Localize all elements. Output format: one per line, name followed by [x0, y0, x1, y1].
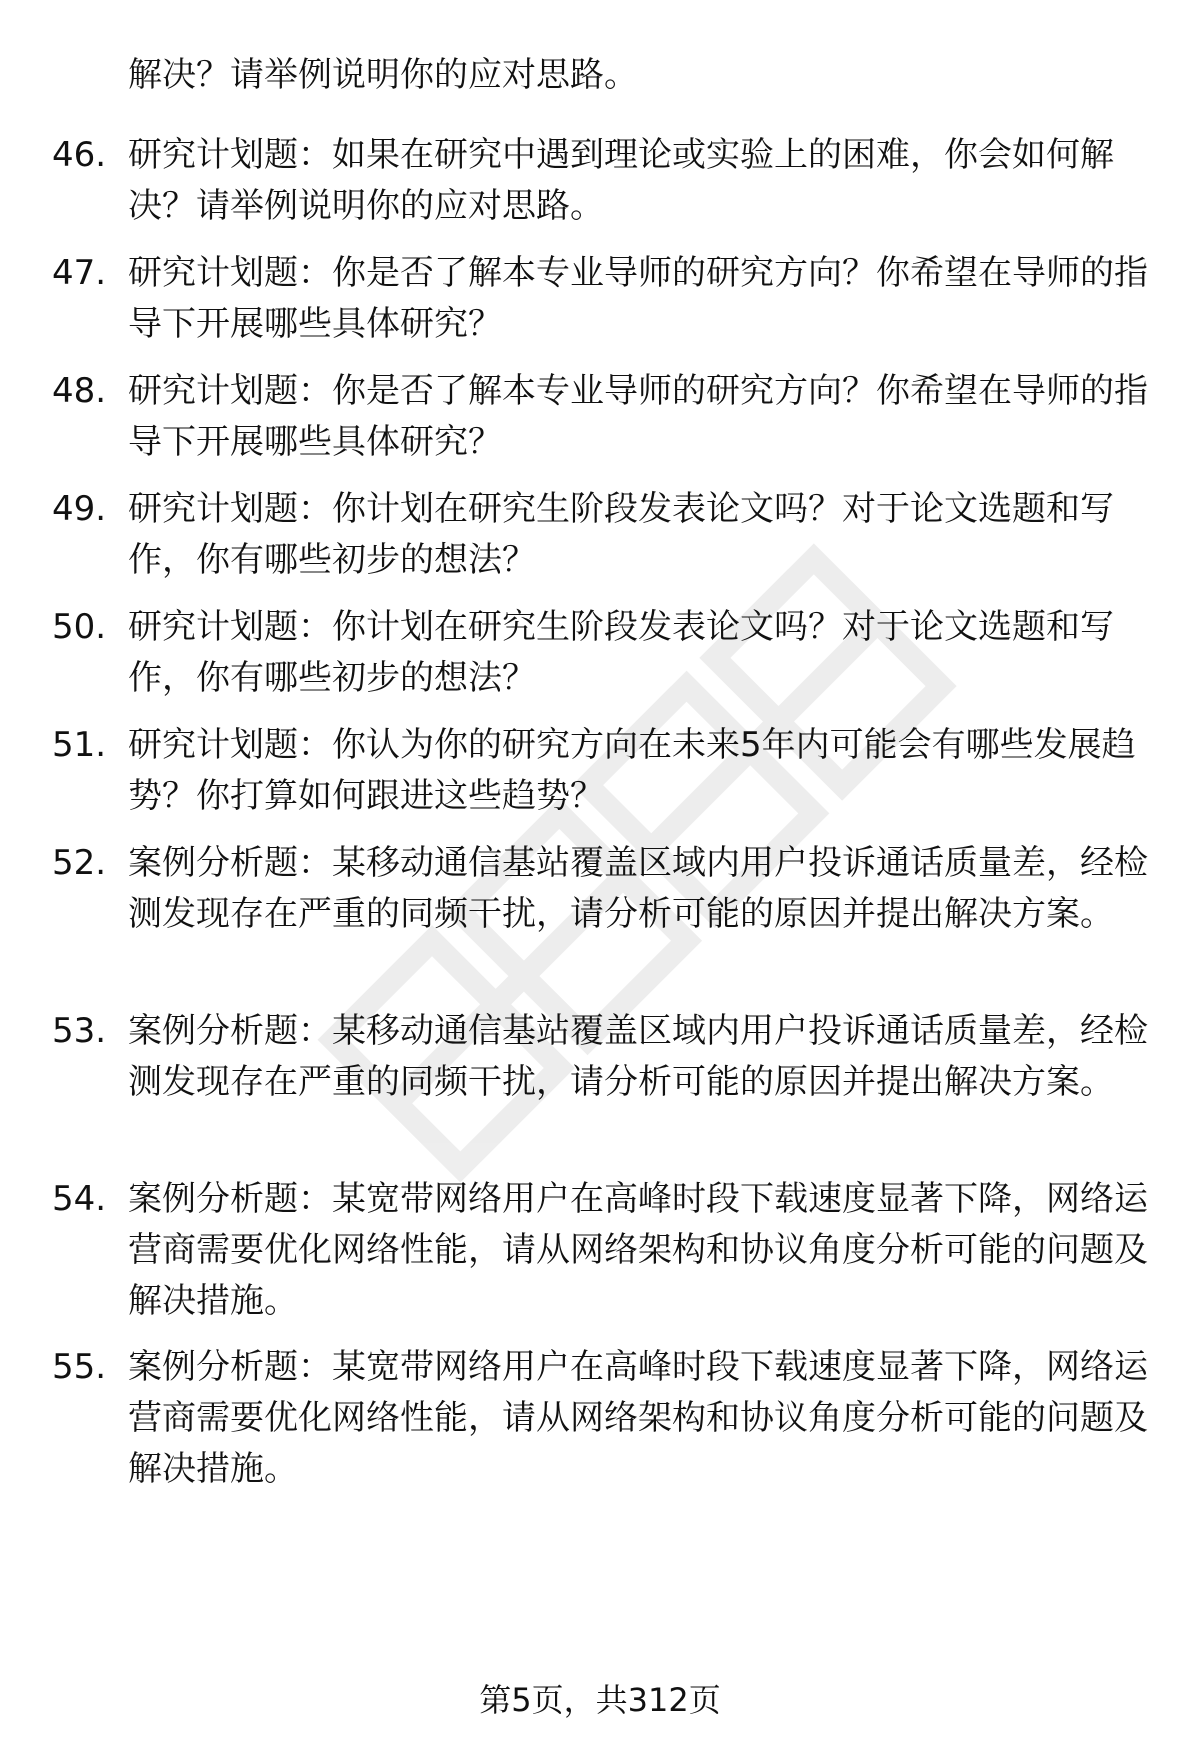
- question-number: 52.: [52, 843, 107, 883]
- question-number: 48.: [52, 371, 107, 411]
- question-text: 研究计划题：如果在研究中遇到理论或实验上的困难，你会如何解决？请举例说明你的应对思路。: [128, 135, 1114, 226]
- question-text: 案例分析题：某宽带网络用户在高峰时段下载速度显著下降，网络运营商需要优化网络性能，请从网络架构和协议角度分析可能的问题及解决措施。: [128, 1347, 1148, 1489]
- question-number: 51.: [52, 725, 107, 765]
- continuation-text: 解决？请举例说明你的应对思路。: [128, 55, 638, 95]
- question-number: 49.: [52, 489, 107, 529]
- question-number: 47.: [52, 253, 107, 293]
- question-number: 55.: [52, 1347, 107, 1387]
- question-text: 研究计划题：你是否了解本专业导师的研究方向？你希望在导师的指导下开展哪些具体研究？: [128, 371, 1148, 462]
- question-number: 50.: [52, 607, 107, 647]
- question-number: 46.: [52, 135, 107, 175]
- question-text: 研究计划题：你计划在研究生阶段发表论文吗？对于论文选题和写作，你有哪些初步的想法？: [128, 489, 1114, 580]
- question-number: 53.: [52, 1011, 107, 1051]
- question-text: 研究计划题：你计划在研究生阶段发表论文吗？对于论文选题和写作，你有哪些初步的想法？: [128, 607, 1114, 698]
- page-footer: 第5页，共312页: [479, 1681, 721, 1719]
- question-number: 54.: [52, 1179, 107, 1219]
- question-text: 案例分析题：某移动通信基站覆盖区域内用户投诉通话质量差，经检测发现存在严重的同频干扰，请分析可能的原因并提出解决方案。: [128, 843, 1148, 934]
- question-text: 研究计划题：你认为你的研究方向在未来5年内可能会有哪些发展趋势？你打算如何跟进这些趋势？: [128, 725, 1136, 816]
- question-text: 研究计划题：你是否了解本专业导师的研究方向？你希望在导师的指导下开展哪些具体研究？: [128, 253, 1148, 344]
- question-text: 案例分析题：某移动通信基站覆盖区域内用户投诉通话质量差，经检测发现存在严重的同频干扰，请分析可能的原因并提出解决方案。: [128, 1011, 1148, 1102]
- question-text: 案例分析题：某宽带网络用户在高峰时段下载速度显著下降，网络运营商需要优化网络性能，请从网络架构和协议角度分析可能的问题及解决措施。: [128, 1179, 1148, 1321]
